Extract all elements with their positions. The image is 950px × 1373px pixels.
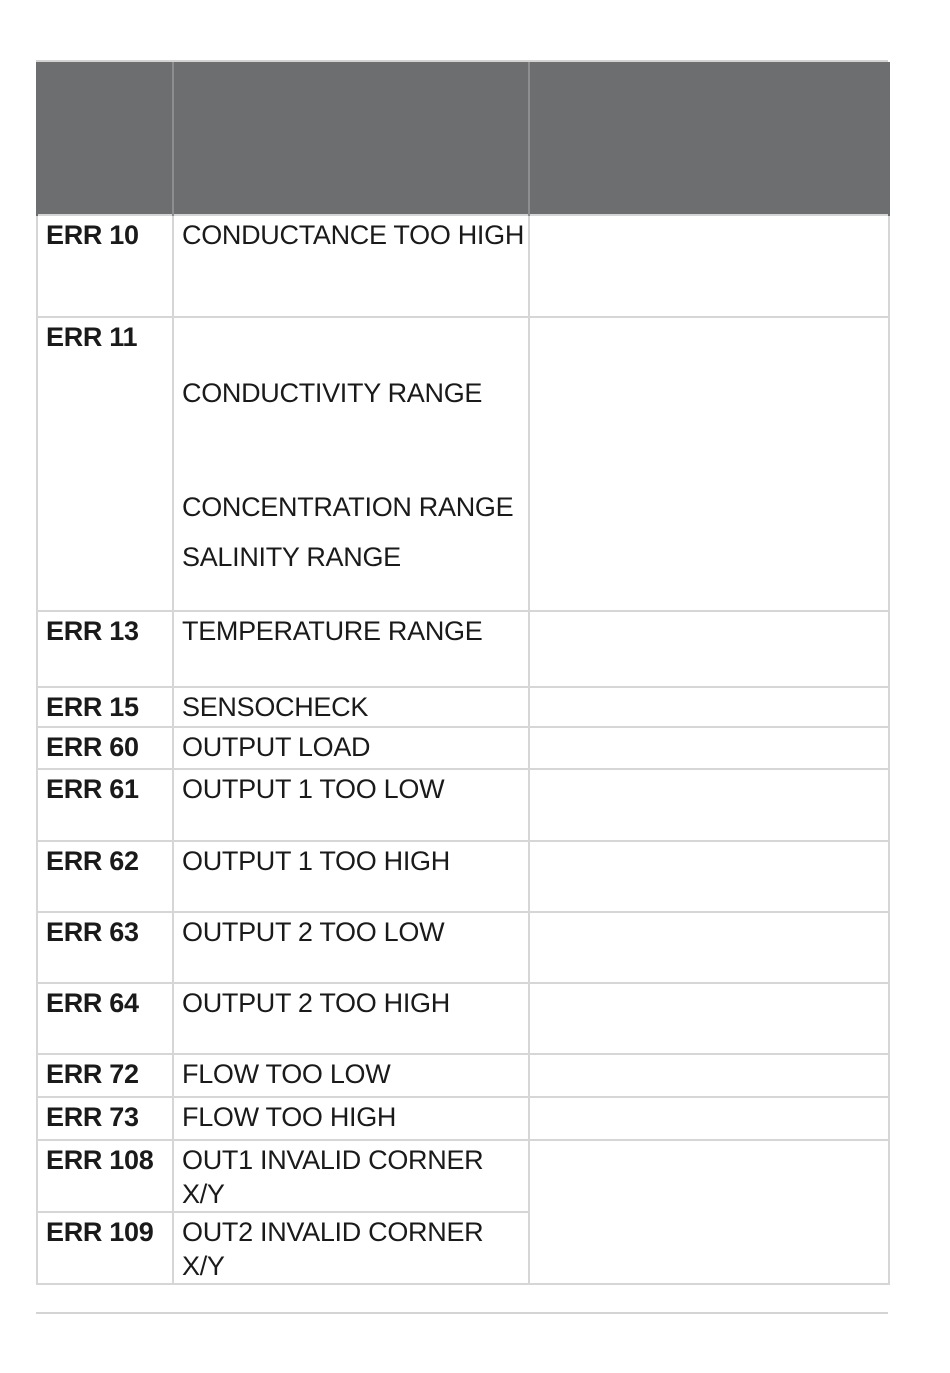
error-code: ERR 72 bbox=[37, 1054, 173, 1097]
error-message-text: OUTPUT 2 TOO HIGH bbox=[182, 988, 450, 1018]
header-cell-code bbox=[37, 62, 173, 215]
error-message bbox=[173, 727, 529, 769]
error-message-text: FLOW TOO HIGH bbox=[182, 1102, 397, 1132]
error-code: ERR 62 bbox=[37, 841, 173, 912]
error-message-text: OUT2 INVALID CORNER X/Y bbox=[182, 1217, 484, 1281]
table-header bbox=[37, 62, 889, 215]
error-message-text: OUT1 INVALID CORNER X/Y bbox=[182, 1145, 484, 1209]
note-cell bbox=[529, 215, 889, 317]
note-cell bbox=[529, 317, 889, 611]
error-message-text: OUTPUT 1 TOO HIGH bbox=[182, 846, 450, 876]
note-cell bbox=[529, 769, 889, 841]
table-row bbox=[37, 983, 889, 1054]
table-row bbox=[37, 687, 889, 727]
error-code: ERR 63 bbox=[37, 912, 173, 983]
table-row bbox=[37, 317, 889, 611]
error-message bbox=[173, 912, 529, 983]
error-message-text: OUTPUT LOAD bbox=[182, 732, 371, 762]
note-cell bbox=[529, 1097, 889, 1140]
error-message bbox=[173, 1097, 529, 1140]
error-message-text: CONDUCTANCE TOO HIGH bbox=[182, 220, 525, 250]
error-message bbox=[173, 983, 529, 1054]
table-row bbox=[37, 841, 889, 912]
error-message-text: TEMPERATURE RANGE bbox=[182, 616, 483, 646]
error-message-text: SALINITY RANGE bbox=[182, 542, 401, 572]
note-cell bbox=[529, 1140, 889, 1284]
error-code: ERR 10 bbox=[37, 215, 173, 317]
note-cell bbox=[529, 687, 889, 727]
table-row bbox=[37, 1140, 889, 1212]
note-cell bbox=[529, 912, 889, 983]
error-message-text: OUTPUT 1 TOO LOW bbox=[182, 774, 445, 804]
error-message-text: OUTPUT 2 TOO LOW bbox=[182, 917, 445, 947]
error-message bbox=[173, 841, 529, 912]
note-cell bbox=[529, 1054, 889, 1097]
error-code: ERR 73 bbox=[37, 1097, 173, 1140]
note-cell bbox=[529, 611, 889, 687]
error-message-text: CONCENTRATION RANGE bbox=[182, 492, 514, 522]
bottom-divider bbox=[36, 1312, 888, 1314]
table-row bbox=[37, 1054, 889, 1097]
table-row bbox=[37, 727, 889, 769]
table-row bbox=[37, 1097, 889, 1140]
table-row bbox=[37, 769, 889, 841]
error-message bbox=[173, 611, 529, 687]
error-message-text: SENSOCHECK bbox=[182, 692, 369, 722]
error-message-text: FLOW TOO LOW bbox=[182, 1059, 391, 1089]
error-code: ERR 13 bbox=[37, 611, 173, 687]
error-message bbox=[173, 317, 529, 611]
error-code: ERR 64 bbox=[37, 983, 173, 1054]
table-row bbox=[37, 912, 889, 983]
error-message bbox=[173, 687, 529, 727]
note-cell bbox=[529, 727, 889, 769]
table-row bbox=[37, 611, 889, 687]
error-code: ERR 60 bbox=[37, 727, 173, 769]
error-message bbox=[173, 1140, 529, 1212]
error-code: ERR 108 bbox=[37, 1140, 173, 1212]
error-message bbox=[173, 769, 529, 841]
header-cell-message bbox=[173, 62, 529, 215]
error-message-text: CONDUCTIVITY RANGE bbox=[182, 378, 483, 408]
note-cell bbox=[529, 841, 889, 912]
header-cell-note bbox=[529, 62, 889, 215]
error-code: ERR 61 bbox=[37, 769, 173, 841]
table-row bbox=[37, 215, 889, 317]
note-cell bbox=[529, 983, 889, 1054]
error-message bbox=[173, 215, 529, 317]
error-code: ERR 109 bbox=[37, 1212, 173, 1284]
error-code: ERR 15 bbox=[37, 687, 173, 727]
error-code: ERR 11 bbox=[37, 317, 173, 611]
error-code-table bbox=[36, 62, 890, 1285]
error-message bbox=[173, 1054, 529, 1097]
error-message bbox=[173, 1212, 529, 1284]
